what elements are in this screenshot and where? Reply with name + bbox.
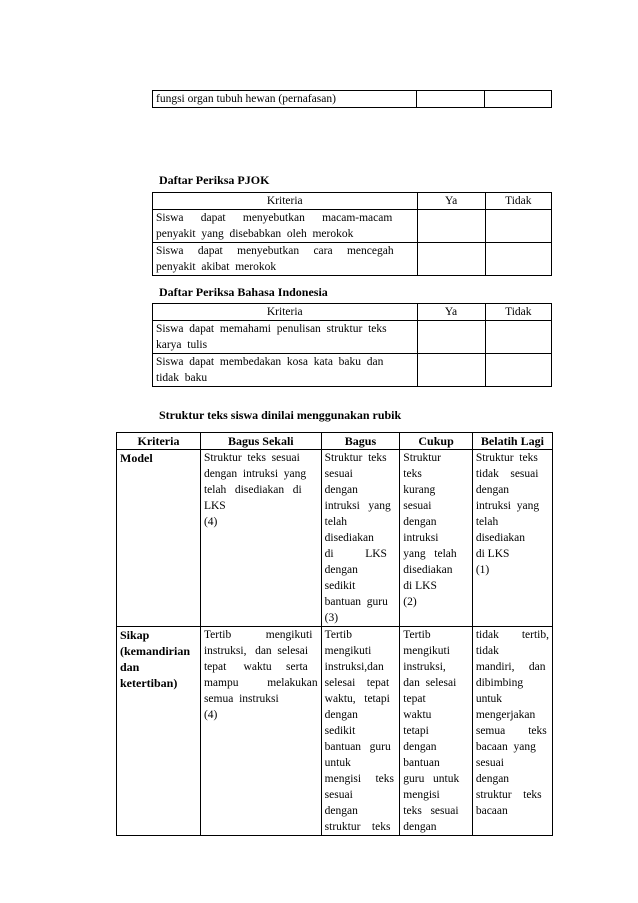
- cell-line: intruksi: [403, 532, 439, 544]
- ya-cell: [417, 321, 485, 354]
- cell-line: Tertib: [403, 629, 431, 641]
- cell-line: Sikap: [120, 628, 150, 642]
- rubric-row: [117, 450, 553, 627]
- cell-line: mengerjakan: [475, 709, 536, 721]
- criteria-cell: [153, 321, 418, 354]
- rubric-bagus-cell: [321, 627, 400, 836]
- criteria-cell: [153, 354, 418, 387]
- cell-line: bantuan guru: [324, 741, 391, 753]
- cell-line: sedikit: [324, 725, 356, 737]
- cell-line: telah: [475, 516, 499, 528]
- cell-line: waktu: [403, 709, 432, 721]
- cell-line: sedikit: [324, 580, 356, 592]
- cell-line: dengan: [403, 516, 437, 528]
- cell-line: di LKS: [324, 548, 387, 560]
- cell-line: (4): [203, 516, 218, 528]
- header-ya: Ya: [417, 304, 485, 321]
- cell-line: sesuai: [324, 468, 353, 480]
- header-tidak: Tidak: [485, 304, 551, 321]
- cell-line: yang telah: [403, 548, 457, 560]
- cell-line: mengikuti: [324, 645, 372, 657]
- header-kriteria: Kriteria: [153, 193, 418, 210]
- rubric-bagus-sekali-cell: [200, 450, 321, 627]
- pjok-table: [152, 192, 552, 276]
- rubric-cukup-cell: [400, 450, 473, 627]
- cell-line: bantuan: [403, 757, 440, 769]
- cell-line: bacaan: [475, 805, 508, 817]
- rubric-criteria-cell: [117, 450, 201, 627]
- cell-line: LKS: [203, 500, 226, 512]
- cell-line: disediakan: [403, 564, 453, 576]
- header-kriteria: Kriteria: [117, 433, 201, 450]
- cell-line: (2): [403, 596, 417, 608]
- bindo-table: [152, 303, 552, 387]
- cell-line: tidak sesuai: [475, 468, 539, 480]
- criteria-line: penyakit yang disebabkan oleh merokok: [156, 228, 354, 240]
- cell-line: dengan intruksi yang: [203, 468, 307, 480]
- cell-line: mengikuti: [403, 645, 450, 657]
- criteria-cell: [153, 210, 418, 243]
- header-bagus-sekali: Bagus Sekali: [200, 433, 321, 450]
- cell-line: struktur teks: [475, 789, 542, 801]
- cell-line: mengisi: [403, 789, 440, 801]
- cell-line: struktur teks: [324, 821, 391, 833]
- header-bagus: Bagus: [321, 433, 400, 450]
- rubric-row: [117, 627, 553, 836]
- rubric-criteria-cell: [117, 627, 201, 836]
- cell-line: dan selesai: [403, 677, 457, 689]
- tidak-cell: [485, 321, 551, 354]
- cell-line: bacaan yang: [475, 741, 536, 753]
- header-tidak: Tidak: [485, 193, 551, 210]
- tidak-cell: [485, 243, 551, 276]
- cell-line: Tertib mengikuti: [203, 629, 313, 641]
- cell-line: sesuai: [324, 789, 353, 801]
- cell-line: instruksi,dan: [324, 661, 384, 673]
- header-belatih-lagi: Belatih Lagi: [472, 433, 552, 450]
- bindo-heading: Daftar Periksa Bahasa Indonesia: [159, 285, 328, 299]
- criteria-cell: fungsi organ tubuh hewan (pernafasan): [153, 91, 417, 108]
- cell-line: waktu, tetapi: [324, 693, 390, 705]
- cell-line: (3): [324, 612, 339, 624]
- cell-line: selesai tepat: [324, 677, 390, 689]
- top-table: [152, 90, 552, 108]
- cell-line: dengan: [475, 773, 510, 785]
- criteria-line: tidak baku: [156, 372, 208, 384]
- criteria-line: Siswa dapat menyebutkan macam-macam: [156, 212, 393, 224]
- cell-line: tidak: [475, 645, 499, 657]
- cell-line: Struktur teks sesuai: [203, 452, 300, 464]
- cell-line: bantuan guru: [324, 596, 388, 608]
- cell-line: (1): [475, 564, 490, 576]
- cell-line: instruksi,: [403, 661, 446, 673]
- cell-line: Struktur teks: [324, 452, 387, 464]
- cell-line: di LKS: [475, 548, 510, 560]
- cell-line: Struktur: [403, 452, 441, 464]
- rubric-bagus-sekali-cell: [200, 627, 321, 836]
- cell-line: dan: [120, 660, 140, 674]
- cell-line: sesuai: [403, 500, 432, 512]
- tidak-cell: [485, 210, 551, 243]
- cell-line: tepat: [403, 693, 426, 705]
- tidak-cell: [485, 91, 552, 108]
- cell-line: teks: [403, 468, 422, 480]
- rubric-cukup-cell: [400, 627, 473, 836]
- ya-cell: [417, 210, 485, 243]
- cell-line: tidak tertib,: [475, 629, 549, 641]
- cell-line: semua teks: [475, 725, 547, 737]
- cell-line: untuk: [475, 693, 503, 705]
- cell-line: intruksi yang: [324, 500, 391, 512]
- ya-cell: [416, 91, 485, 108]
- cell-line: sesuai: [475, 757, 504, 769]
- cell-line: telah: [324, 516, 348, 528]
- rubric-belatih-cell: [472, 627, 552, 836]
- cell-line: dengan: [324, 484, 358, 496]
- ya-cell: [417, 243, 485, 276]
- header-ya: Ya: [417, 193, 485, 210]
- cell-line: Tertib: [324, 629, 352, 641]
- tidak-cell: [485, 354, 551, 387]
- cell-line: teks sesuai: [403, 805, 459, 817]
- cell-line: (4): [203, 709, 218, 721]
- cell-line: dengan: [403, 821, 437, 833]
- cell-line: intruksi yang: [475, 500, 540, 512]
- cell-line: dengan: [403, 741, 437, 753]
- cell-line: kurang: [403, 484, 436, 496]
- criteria-line: Siswa dapat menyebutkan cara mencegah: [156, 245, 394, 257]
- cell-line: tetapi: [403, 725, 429, 737]
- criteria-line: karya tulis: [156, 339, 208, 351]
- header-cukup: Cukup: [400, 433, 473, 450]
- cell-line: instruksi, dan selesai: [203, 645, 309, 657]
- criteria-line: penyakit akibat merokok: [156, 261, 277, 273]
- cell-line: guru untuk: [403, 773, 460, 785]
- criteria-line: Siswa dapat memahami penulisan struktur teks: [156, 323, 387, 335]
- cell-line: Model: [120, 451, 153, 465]
- cell-line: semua instruksi: [203, 693, 279, 705]
- cell-line: dengan: [324, 805, 358, 817]
- cell-line: (kemandirian: [120, 644, 191, 658]
- cell-line: dibimbing: [475, 677, 524, 689]
- cell-line: dengan: [324, 564, 358, 576]
- cell-line: dengan: [324, 709, 358, 721]
- header-kriteria: Kriteria: [153, 304, 418, 321]
- cell-line: untuk: [324, 757, 351, 769]
- rubric-heading: Struktur teks siswa dinilai menggunakan rubik: [159, 408, 402, 422]
- cell-line: disediakan: [324, 532, 374, 544]
- cell-line: tepat waktu serta: [203, 661, 308, 673]
- cell-line: mengisi teks: [324, 773, 394, 785]
- cell-line: disediakan: [475, 532, 526, 544]
- rubric-belatih-cell: [472, 450, 552, 627]
- cell-line: Struktur teks: [475, 452, 538, 464]
- rubric-table: [116, 432, 553, 836]
- criteria-cell: [153, 243, 418, 276]
- cell-line: dengan: [475, 484, 510, 496]
- cell-line: ketertiban): [120, 676, 178, 690]
- cell-line: telah disediakan di: [203, 484, 302, 496]
- cell-line: di LKS: [403, 580, 437, 592]
- ya-cell: [417, 354, 485, 387]
- cell-line: mampu melakukan: [203, 677, 318, 689]
- criteria-line: Siswa dapat membedakan kosa kata baku dan: [156, 356, 384, 368]
- pjok-heading: Daftar Periksa PJOK: [159, 173, 270, 187]
- rubric-bagus-cell: [321, 450, 400, 627]
- cell-line: mandiri, dan: [475, 661, 546, 673]
